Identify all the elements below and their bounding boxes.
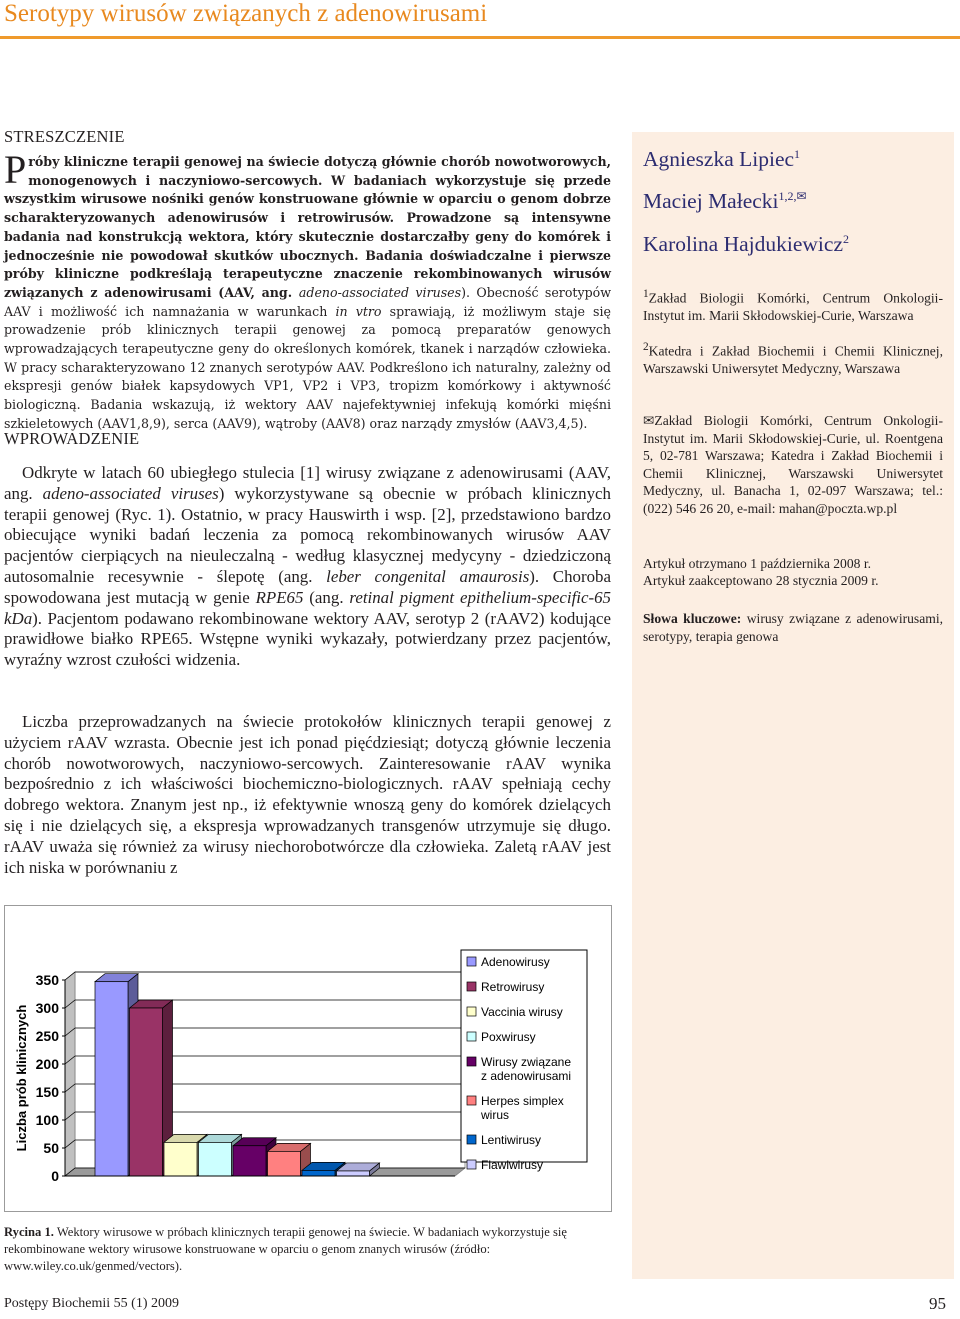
legend-swatch <box>467 1032 476 1041</box>
legend-label: z adenowirusami <box>481 1069 572 1083</box>
text-run: Odkryte w latach 60 ubiegłego stulecia [1] wirusy związane z adenowirusami (AAV, ang. <box>4 463 611 503</box>
bar-chart <box>5 906 611 1211</box>
italic-term: retinal pigment epithelium-specific-65 kDa <box>4 587 611 628</box>
legend-swatch <box>467 957 476 966</box>
text-run: ). Pacjentom podawano rekombinowane wektory AAV, serotyp 2 (rAAV2) kodujące prawidłowe białko RPE65. Wstępne wyniki wykazały, potwierdzany przez pacjentów, wyraźny wzrost czułości widzenia. <box>4 608 611 670</box>
accepted-date: Artykuł zaakceptowano 28 stycznia 2009 r. <box>643 573 879 588</box>
abstract-part: róby kliniczne terapii genowej na świecie dotyczą głównie chorób nowotworowych, monogenowych i naczyniowo-sercowych. W badaniach wykorzystuje się przede wszystkim wirusowe nośniki genów konstruowane głównie w oparciu o genom dobrze scharakteryzowanych adenowirusów i retrowirusów. Prowadzone są intensywne badania nad konstrukcją wektora, który skutecznie dostarczałby geny do komórek i jednocześnie nie powodował skutków ubocznych. Badania doświadczalne i pierwsze próby kliniczne podkreślają terapeutyczne znaczenie rekombinowanych wirusów związanych z adenowirusami (AAV, ang. <box>4 154 611 300</box>
legend-label: Poxwirusy <box>481 1030 536 1044</box>
author-name: Maciej Małecki <box>643 189 779 214</box>
affil-sup: 1 <box>643 288 649 300</box>
legend-swatch <box>467 1135 476 1144</box>
legend-label: Wirusy związane <box>481 1055 572 1069</box>
page-number: 95 <box>929 1294 946 1313</box>
y-tick-label: 0 <box>51 1168 59 1184</box>
bar <box>199 1142 232 1176</box>
legend-swatch <box>467 1007 476 1016</box>
y-tick-label: 250 <box>35 1028 59 1044</box>
italic-term: leber congenital amaurosis <box>326 566 530 586</box>
abstract-italic: adeno-associated viruses <box>298 284 462 300</box>
bar <box>95 982 128 1176</box>
y-tick-label: 50 <box>43 1140 59 1156</box>
author-name: Karolina Hajdukiewicz <box>643 232 843 257</box>
author-3 <box>643 232 849 257</box>
italic-term: RPE65 <box>255 587 304 607</box>
affil-text: Katedra i Zakład Biochemii i Chemii Klinicznej, Warszawski Uniwersytet Medyczny, Warszawa <box>643 343 943 377</box>
italic-term: adeno-associated viruses <box>42 483 219 503</box>
y-axis-label: Liczba prób klinicznych <box>14 1004 29 1152</box>
affil-sup: 2 <box>643 341 649 353</box>
title-divider <box>0 36 960 39</box>
legend-label: Adenowirusy <box>481 955 550 969</box>
legend-swatch <box>467 1096 476 1105</box>
chart-side-wall <box>65 972 75 1176</box>
author-2 <box>643 189 807 214</box>
author-1 <box>643 147 800 172</box>
abstract-part: ). Obecność serotypów AAV i możliwość ich namnażania w warunkach <box>4 284 611 319</box>
bar <box>302 1170 335 1176</box>
author-sup: 1,2,✉ <box>778 189 807 203</box>
y-tick-label: 300 <box>35 1000 59 1016</box>
affil-text: Zakład Biologii Komórki, Centrum Onkologii-Instytut im. Marii Skłodowskiej-Curie, Warszawa <box>643 290 943 324</box>
text-run: ). Choroba spowodowana jest mutacją w genie <box>4 566 611 607</box>
intro-paragraph-2: Liczba przeprowadzanych na świecie protokołów klinicznych terapii genowej z użyciem rAAV wzrasta. Obecnie jest ich ponad pięćdziesiąt; dotyczą głównie leczenia chorób nowotworowych, naczyniowo-sercowych. Zainteresowanie rAAV wynika bezpośrednio z ich właściwości biochemiczno-biologicznych. rAAV spełniają cechy dobrego wektora. Znanym jest np., iż efektywnie wnoszą geny do komórek dzielących się i nie dzielących się, a ekspresja wprowadzanych transgenów utrzymuje się długo. rAAV uważa się również za wirusy niechorobotwórcze dla człowieka. Zaletą rAAV jest ich niska w porównaniu z <box>4 712 611 877</box>
legend-swatch <box>467 1057 476 1066</box>
y-tick-label: 150 <box>35 1084 59 1100</box>
text-run: ) wykorzystywane są obecnie w próbach klinicznych terapii genowej (Ryc. 1). Ostatnio, w pracy Hauswirth i wsp. [2], przedstawiono bardzo obiecujące wyniki badań leczenia za pomocą rekombinowanych wirusów AAV pacjentów cierpiących na nieuleczalną - według klasycznej medycyny - dziedziczoną autosomalnie recesywnie - ślepotę (ang. <box>4 483 611 586</box>
legend-label: Herpes simplex <box>481 1094 564 1108</box>
affiliation-1 <box>643 286 943 325</box>
drop-cap: P <box>4 147 27 192</box>
intro-paragraph-1 <box>4 463 611 671</box>
envelope-icon: ✉ <box>643 413 655 428</box>
correspondence-address <box>643 412 943 518</box>
received-date: Artykuł otrzymano 1 października 2008 r. <box>643 556 872 571</box>
figure-caption <box>4 1224 612 1275</box>
bar <box>164 1142 197 1176</box>
author-sup: 1 <box>794 147 801 161</box>
intro-heading: WPROWADZENIE <box>4 429 140 448</box>
author-name: Agnieszka Lipiec <box>643 147 795 172</box>
y-tick-label: 350 <box>35 972 59 988</box>
bar <box>268 1151 301 1176</box>
journal-footer: Postępy Biochemii 55 (1) 2009 <box>4 1296 179 1311</box>
legend-label: Flawiwirusy <box>481 1158 544 1172</box>
legend-swatch <box>467 1160 476 1169</box>
corresp-text: Zakład Biologii Komórki, Centrum Onkologii-Instytut im. Marii Skłodowskiej-Curie, ul. Roentgena 5, 02-781 Warszawa; Katedra i Zakład Biochemii i Chemii Klinicznej, Warszawski Uniwersytet Medyczny, ul. Banacha 1, 02-097 Warszawa; tel.: (022) 546 26 20, e-mail: mahan@poczta.wp.pl <box>643 413 943 516</box>
affiliation-2 <box>643 339 943 378</box>
legend-label: wirus <box>481 1108 510 1122</box>
keywords-label: Słowa kluczowe: <box>643 611 742 626</box>
legend-label: Retrowirusy <box>481 980 545 994</box>
legend-label: Vaccinia wirusy <box>481 1005 563 1019</box>
abstract-heading: STRESZCZENIE <box>4 127 125 146</box>
abstract-text <box>4 147 611 434</box>
caption-text: Wektory wirusowe w próbach klinicznych terapii genowej na świecie. W badaniach wykorzystuje się rekombinowane wektory wirusowe konstruowane w oparciu o genom znanych wirusów (źródło: www.wiley.co.uk/genmed/vectors). <box>4 1225 568 1273</box>
y-tick-label: 100 <box>35 1112 59 1128</box>
y-tick-label: 200 <box>35 1056 59 1072</box>
text-run: (ang. <box>303 587 350 607</box>
caption-label: Rycina 1. <box>4 1225 54 1239</box>
article-title: Serotypy wirusów związanych z adenowirusami <box>4 0 488 27</box>
legend-label: Lentiwirusy <box>481 1133 542 1147</box>
author-sup: 2 <box>843 232 849 246</box>
keywords <box>643 610 943 645</box>
keywords-text: wirusy związane z adenowirusami, serotypy, terapia genowa <box>643 611 944 644</box>
legend-swatch <box>467 982 476 991</box>
bar <box>233 1146 266 1176</box>
bar <box>337 1171 370 1176</box>
abstract-italic: in vtro <box>335 303 382 319</box>
bar <box>130 1008 163 1176</box>
abstract-part: sprawiają, iż możliwym staje się prowadzenie prób klinicznych terapii genowej za pomocą preparatów genowych wprowadzających terapeutyczne geny do określonych komórek, tkanek i narządów człowieka. W pracy scharakteryzowano 12 znanych serotypów AAV. Podkreślono ich naturalny, zależny od ekspresji genów białek kapsydowych VP1, VP2 i VP3, tropizm komórkowy i aktywność biologiczną. Badania wskazują, iż wektory AAV najefektywniej infekują komórki mięśni szkieletowych (AAV1,8,9), serca (AAV9), wątroby (AAV8) oraz narządy zmysłów (AAV3,4,5). <box>4 303 611 431</box>
